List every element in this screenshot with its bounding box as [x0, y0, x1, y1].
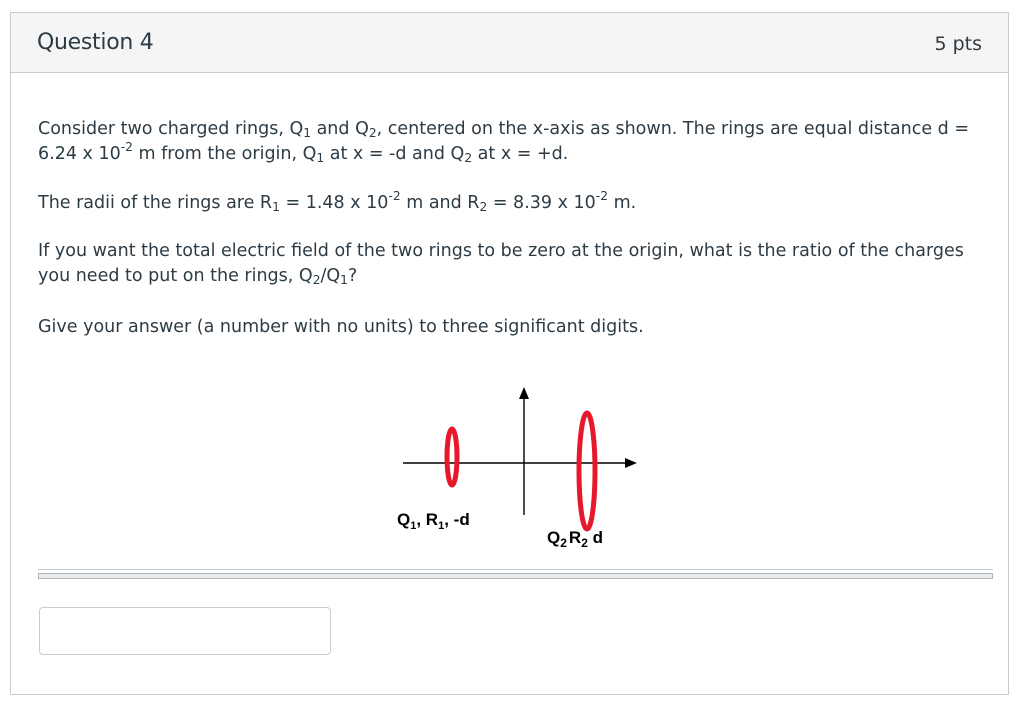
prompt-text: , centered on the x-axis as shown. The rings are equal distance d = 6.24 x 10 [38, 119, 969, 164]
superscript: -2 [388, 189, 401, 203]
prompt-text: and Q [311, 119, 369, 139]
superscript: -2 [595, 189, 608, 203]
prompt-text: ? [347, 266, 358, 286]
prompt-paragraph-1 [38, 117, 993, 167]
subscript: 2 [464, 151, 473, 165]
subscript: 2 [479, 200, 488, 214]
prompt-text: = 8.39 x 10 [487, 193, 596, 213]
rings-diagram [397, 383, 647, 553]
subscript: 1 [303, 126, 312, 140]
x-axis-arrow-icon [625, 458, 637, 468]
y-axis-arrow-icon [519, 387, 529, 399]
prompt-text: Consider two charged rings, Q [38, 119, 304, 139]
prompt-text: = 1.48 x 10 [279, 193, 389, 213]
subscript: 1 [316, 151, 325, 165]
subscript: 1 [340, 273, 348, 287]
prompt-paragraph-3 [38, 239, 993, 289]
prompt-text: m. [608, 193, 637, 213]
prompt-text: m and R [400, 193, 480, 213]
prompt-text: /Q [320, 266, 341, 286]
prompt-paragraph-4: Give your answer (a number with no units) to three significant digits. [38, 317, 644, 337]
question-header [11, 13, 1008, 73]
subscript: 1 [272, 200, 280, 214]
ring-2-label: $Q_2$ $R_2$ d [547, 528, 603, 550]
answer-divider [38, 569, 993, 585]
superscript: -2 [120, 140, 133, 154]
prompt-text: m from the origin, Q [132, 144, 317, 164]
divider-line [38, 569, 993, 570]
prompt-paragraph-2 [38, 191, 993, 216]
prompt-text: at x = +d. [472, 144, 569, 164]
prompt-text: The radii of the rings are R [38, 193, 273, 213]
ring-1-label: $Q_1$, $R_1$, -d [397, 510, 470, 532]
question-points: 5 pts [934, 33, 982, 55]
subscript: 2 [312, 273, 321, 287]
answer-input[interactable] [39, 607, 331, 655]
question-card [10, 12, 1009, 695]
ring-q1 [447, 429, 457, 485]
ring-q2 [579, 413, 595, 529]
subscript: 2 [368, 126, 377, 140]
divider-bar [38, 573, 993, 579]
prompt-text: at x = -d and Q [324, 144, 465, 164]
question-title: Question 4 [37, 30, 154, 55]
prompt-text: If you want the total electric field of the two rings to be zero at the origin, what is the ratio of the charges you need to put on the rings, Q [38, 241, 964, 286]
